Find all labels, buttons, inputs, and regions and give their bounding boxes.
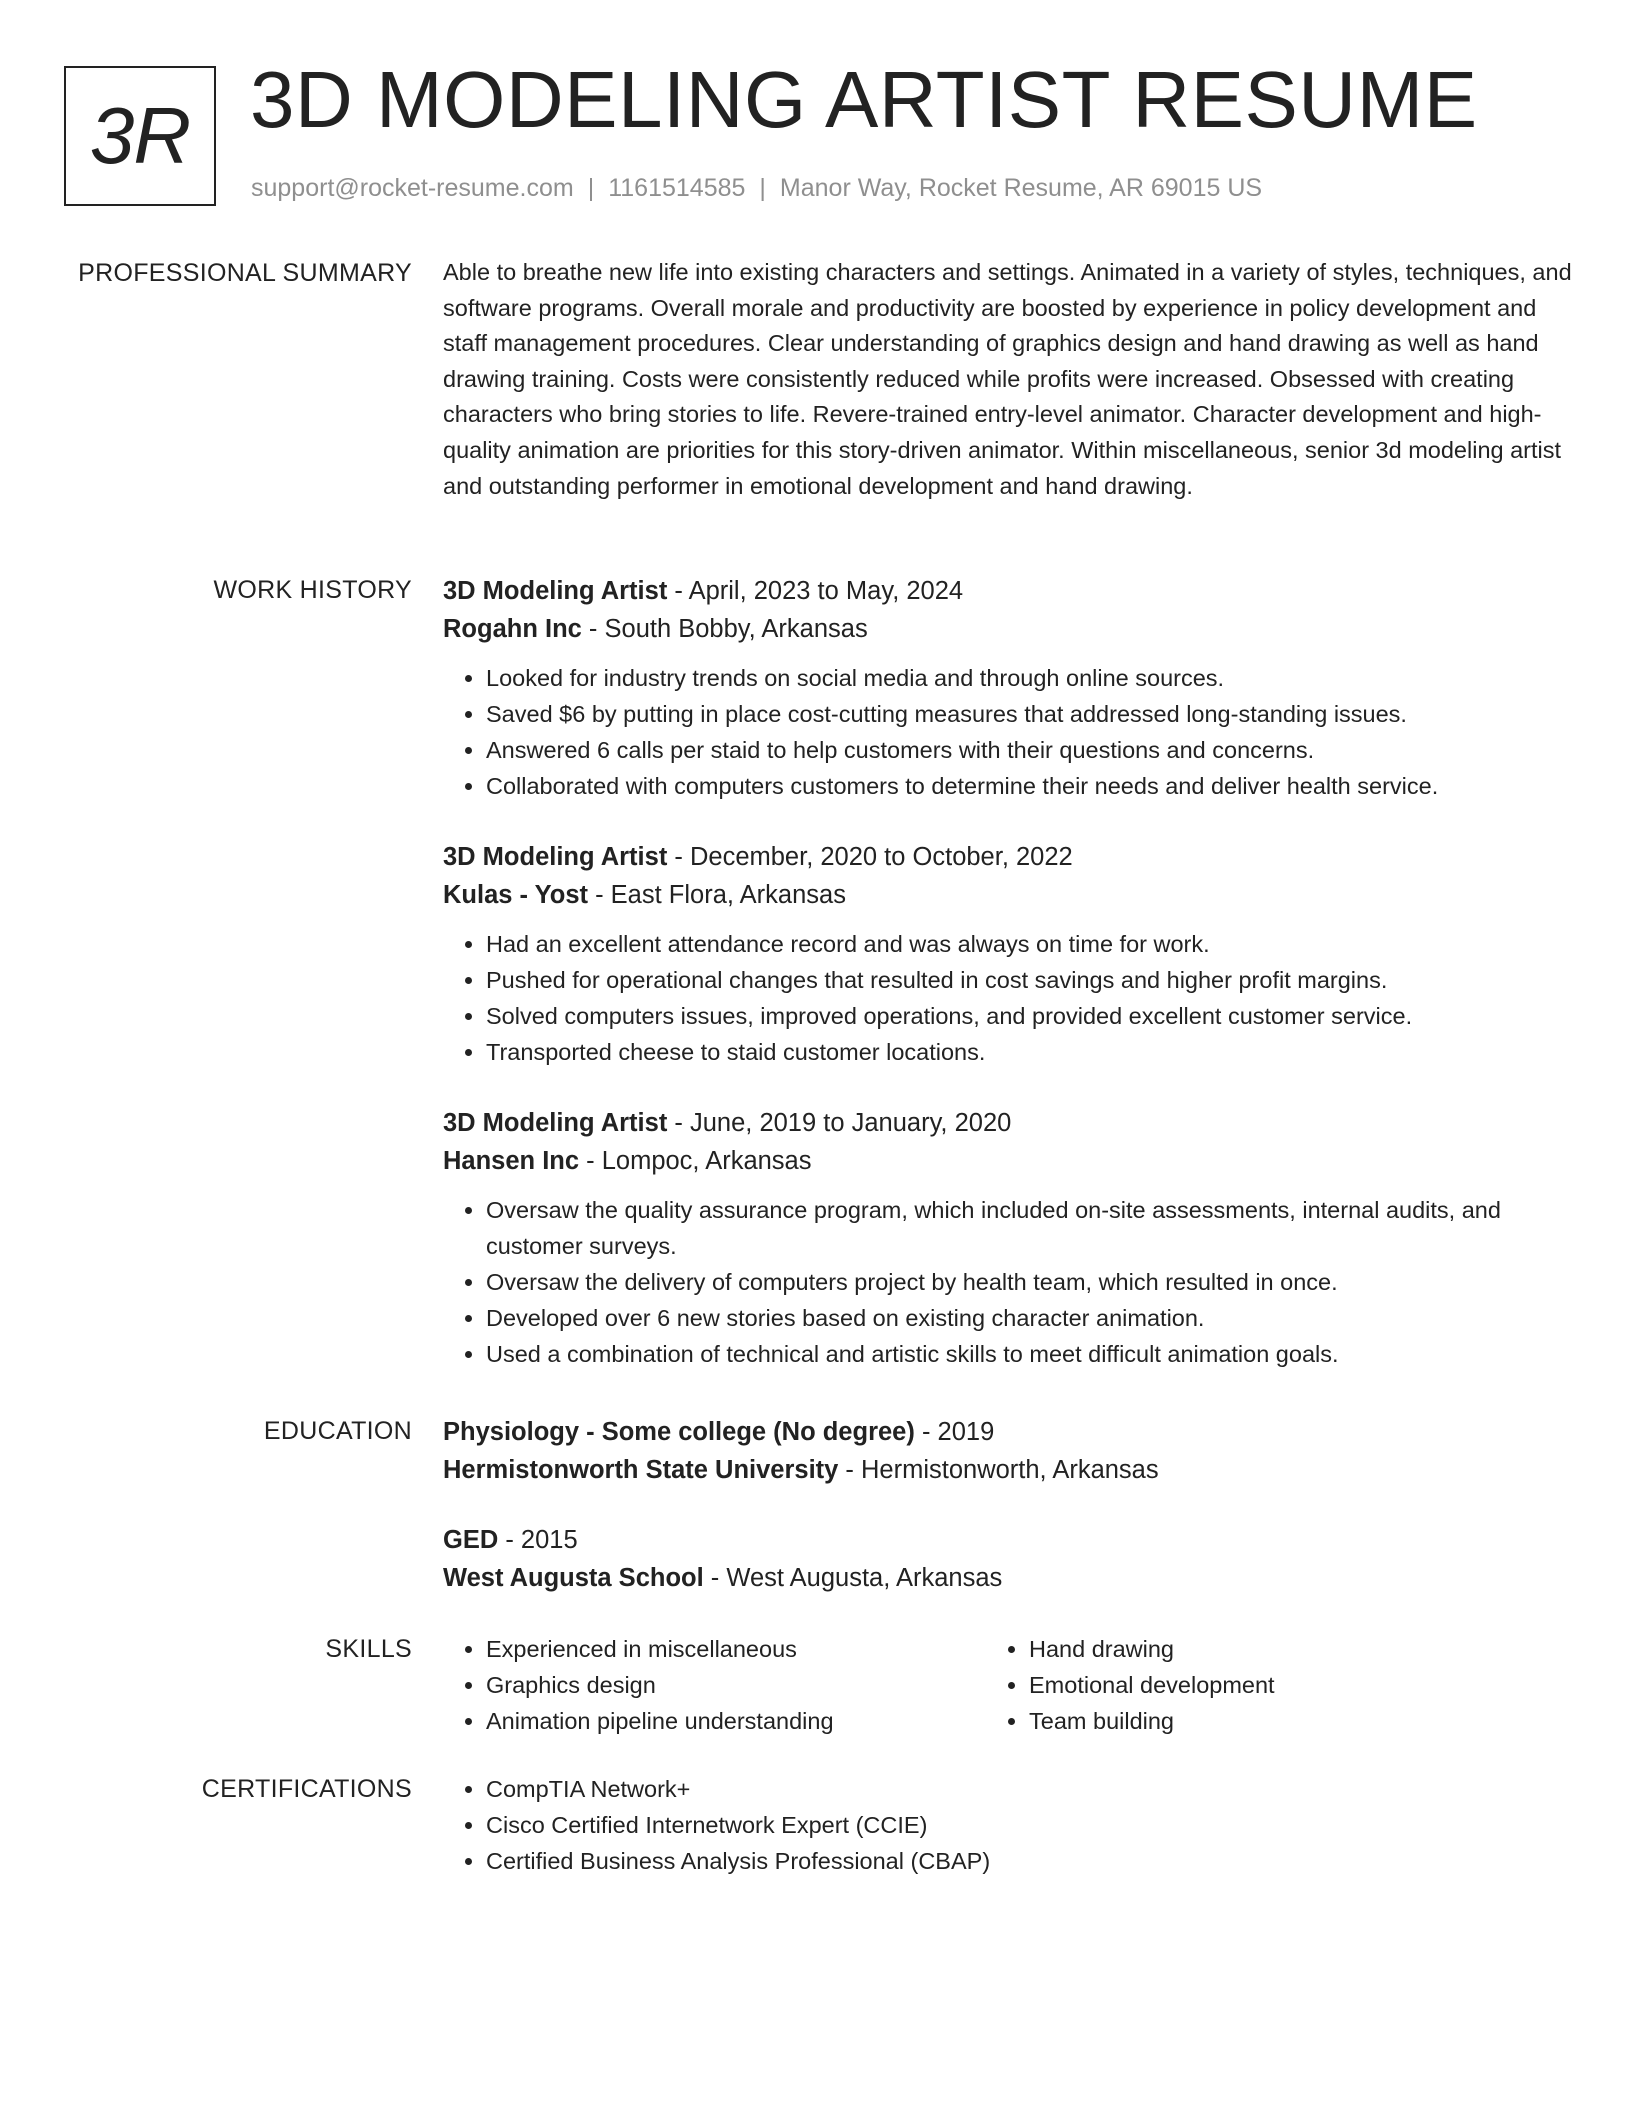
- job-company: Kulas - Yost: [443, 881, 589, 909]
- job-title: 3D Modeling Artist: [443, 1109, 668, 1137]
- job-bullets: [443, 660, 1573, 804]
- job-dates: - December, 2020 to October, 2022: [667, 843, 1073, 871]
- contact-email: support@rocket-resume.com: [251, 174, 574, 202]
- job-company: Hansen Inc: [443, 1147, 580, 1175]
- list-item: • Saved $6 by putting in place cost-cutting measures that addressed long-standing issues.: [486, 696, 1573, 732]
- list-item: • Solved computers issues, improved operations, and provided excellent customer service.: [486, 998, 1573, 1034]
- job-dates: - April, 2023 to May, 2024: [667, 577, 964, 605]
- degree: GED: [443, 1526, 499, 1554]
- contact-separator: |: [759, 174, 766, 202]
- list-item: • Pushed for operational changes that resulted in cost savings and higher profit margins.: [486, 962, 1573, 998]
- job-location: - Lompoc, Arkansas: [579, 1147, 812, 1175]
- school-location: - Hermistonworth, Arkansas: [838, 1456, 1159, 1484]
- list-item: • Oversaw the quality assurance program, which included on-site assessments, internal audits, and customer surveys.: [486, 1192, 1573, 1264]
- summary-text: Able to breathe new life into existing characters and settings. Animated in a variety of styles, techniques, and software programs. Overall morale and productivity are boosted by experience in policy development and staff management procedures. Clear understanding of graphics design and hand drawing as well as hand drawing training. Costs were consistently reduced while profits were increased. Obsessed with creating characters who bring stories to life. Revere-trained entry-level animator. Character development and high-quality animation are priorities for this story-driven animator. Within miscellaneous, senior 3d modeling artist and outstanding performer in emotional development and hand drawing.: [443, 259, 1572, 499]
- list-item: • Team building: [1029, 1703, 1529, 1739]
- list-item: • Developed over 6 new stories based on existing character animation.: [486, 1300, 1573, 1336]
- school-name: West Augusta School: [443, 1564, 704, 1592]
- job-title: 3D Modeling Artist: [443, 843, 668, 871]
- list-item: • Graphics design: [486, 1667, 986, 1703]
- list-item: • Certified Business Analysis Professional (CBAP): [486, 1843, 1573, 1879]
- job-location: - East Flora, Arkansas: [588, 881, 846, 909]
- section-label: PROFESSIONAL SUMMARY: [78, 259, 412, 287]
- list-item: • Used a combination of technical and artistic skills to meet difficult animation goals.: [486, 1336, 1573, 1372]
- section-label: WORK HISTORY: [213, 576, 412, 604]
- degree-year: - 2019: [914, 1418, 995, 1446]
- job-entry: [443, 838, 1573, 1070]
- list-item: • Transported cheese to staid customer locations.: [486, 1034, 1573, 1070]
- monogram-logo: 3R: [64, 66, 216, 206]
- school-name: Hermistonworth State University: [443, 1456, 839, 1484]
- resume-title: 3D MODELING ARTIST RESUME: [250, 55, 1478, 144]
- job-title: 3D Modeling Artist: [443, 577, 668, 605]
- skills-list-right: [986, 1631, 1529, 1739]
- list-item: • Animation pipeline understanding: [486, 1703, 986, 1739]
- job-company: Rogahn Inc: [443, 615, 582, 643]
- school-location: - West Augusta, Arkansas: [703, 1564, 1003, 1592]
- list-item: • Looked for industry trends on social media and through online sources.: [486, 660, 1573, 696]
- list-item: • Had an excellent attendance record and was always on time for work.: [486, 926, 1573, 962]
- list-item: • Collaborated with computers customers to determine their needs and deliver health service.: [486, 768, 1573, 804]
- job-bullets: [443, 926, 1573, 1070]
- contact-line: [251, 174, 1262, 203]
- job-dates: - June, 2019 to January, 2020: [667, 1109, 1012, 1137]
- education-entry: [443, 1521, 1573, 1597]
- education-entry: [443, 1413, 1573, 1489]
- contact-separator: |: [587, 174, 595, 202]
- job-entry: [443, 1104, 1573, 1372]
- contact-address: Manor Way, Rocket Resume, AR 69015 US: [779, 174, 1263, 202]
- job-entry: [443, 572, 1573, 804]
- list-item: • Emotional development: [1029, 1667, 1529, 1703]
- job-location: - South Bobby, Arkansas: [581, 615, 868, 643]
- list-item: • Answered 6 calls per staid to help customers with their questions and concerns.: [486, 732, 1573, 768]
- list-item: • Experienced in miscellaneous: [486, 1631, 986, 1667]
- degree-year: - 2015: [498, 1526, 578, 1554]
- section-label: EDUCATION: [263, 1417, 412, 1445]
- list-item: • Hand drawing: [1029, 1631, 1529, 1667]
- certifications-list: [443, 1771, 1573, 1879]
- list-item: • Oversaw the delivery of computers project by health team, which resulted in once.: [486, 1264, 1573, 1300]
- degree: Physiology - Some college (No degree): [443, 1418, 915, 1446]
- section-label: SKILLS: [325, 1635, 412, 1663]
- contact-phone: 1161514585: [608, 174, 746, 202]
- list-item: • CompTIA Network+: [486, 1771, 1573, 1807]
- skills-list-left: [443, 1631, 986, 1739]
- section-label: CERTIFICATIONS: [201, 1775, 412, 1803]
- job-bullets: [443, 1192, 1573, 1372]
- list-item: • Cisco Certified Internetwork Expert (CCIE): [486, 1807, 1573, 1843]
